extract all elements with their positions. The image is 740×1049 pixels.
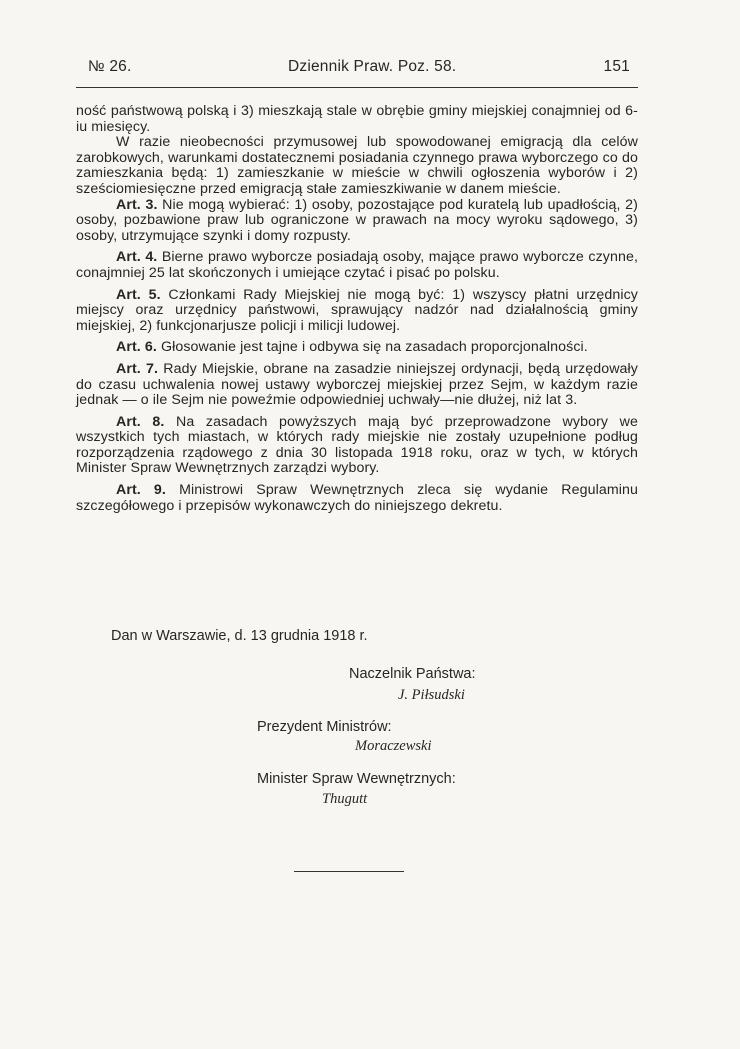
- signatory-title-interior-minister: Minister Spraw Wewnętrznych:: [257, 771, 456, 787]
- article-3: [76, 198, 638, 245]
- article-text: Głosowanie jest tajne i odbywa się na zasadach proporcjonalności.: [156, 339, 588, 356]
- signature-pilsudski: J. Piłsudski: [398, 687, 465, 703]
- article-text: Nie mogą wybierać: 1) osoby, pozostające pod kuratelą lub upadłością, 2) osoby, pozbawione praw lub ograniczone w prawach na mocy wyroku sądowego, 3) osoby, utrzymujące szynki i domy rozpusty.: [76, 196, 638, 244]
- paragraph-emigration: W razie nieobecności przymusowej lub spowodowanej emigracją dla celów zarobkowych, warunkami dostatecznemi posiadania czynnego prawa wyborczego co do zamieszkania będą: 1) zamieszkanie w mieście w chwili ogłoszenia wyborów i 2) sześciomiesięczne przed emigracją stałe zamieszkiwanie w danem mieście.: [76, 134, 638, 197]
- article-text: Rady Miejskie, obrane na zasadzie niniejszej ordynacji, będą urzędowały do czasu uchwalenia nowej ustawy wyborczej miejskiej przez Sejm, w każdym razie jednak — o ile Sejm nie poweźmie odpowiedniej uchwały—nie dłużej, niż lat 3.: [76, 360, 638, 409]
- article-7: [76, 362, 638, 409]
- article-label: Art. 8.: [116, 413, 165, 430]
- article-text: Członkami Rady Miejskiej nie mogą być: 1) wszyscy płatni urzędnicy miejscy oraz urzędnicy państwowi, sprawujący nadzór nad działalnością gminy miejskiej, 2) funkcjonarjusze policji i milicji ludowej.: [76, 286, 638, 334]
- article-label: Art. 6.: [116, 339, 157, 356]
- signature-thugutt: Thugutt: [322, 791, 368, 807]
- issue-number: № 26.: [88, 58, 132, 75]
- signature-moraczewski: Moraczewski: [355, 738, 432, 754]
- date-line: Dan w Warszawie, d. 13 grudnia 1918 r.: [111, 628, 368, 644]
- article-6: [76, 340, 638, 356]
- article-label: Art. 5.: [116, 286, 161, 303]
- article-label: Art. 7.: [116, 360, 159, 377]
- article-5: [76, 288, 638, 335]
- article-8: [76, 415, 638, 477]
- article-text: Ministrowi Spraw Wewnętrznych zleca się wydanie Regulaminu szczegółowego i przepisów wykonawczych do niniejszego dekretu.: [76, 482, 638, 514]
- header-rule: [76, 87, 638, 88]
- article-4: [76, 250, 638, 281]
- article-label: Art. 4.: [116, 249, 158, 266]
- signatory-title-prime-minister: Prezydent Ministrów:: [257, 719, 392, 735]
- article-label: Art. 3.: [116, 196, 158, 213]
- article-text: Na zasadach powyższych mają być przeprowadzone wybory we wszystkich tych miastach, w których rady miejskie nie zostały uzupełnione podług rozporządzenia rządowego z dnia 30 listopada 1918 roku, oraz w tych, w których Minister Spraw Wewnętrznych zarządzi wybory.: [76, 413, 638, 477]
- article-9: [76, 483, 638, 514]
- journal-title: Dziennik Praw. Poz. 58.: [288, 58, 457, 75]
- article-text: Bierne prawo wyborcze posiadają osoby, mające prawo wyborcze czynne, conajmniej 25 lat skończonych i umiejące czytać i pisać po polsku.: [76, 249, 638, 281]
- page-number: 151: [603, 58, 630, 75]
- closing-rule: [294, 871, 404, 872]
- article-label: Art. 9.: [116, 482, 166, 499]
- document-body: [76, 104, 638, 514]
- paragraph-continuation: ność państwową polską i 3) mieszkają stale w obrębie gminy miejskiej conajmniej od 6-iu miesięcy.: [76, 103, 638, 135]
- signatory-title-head-of-state: Naczelnik Państwa:: [349, 666, 476, 682]
- page-header: [88, 58, 638, 80]
